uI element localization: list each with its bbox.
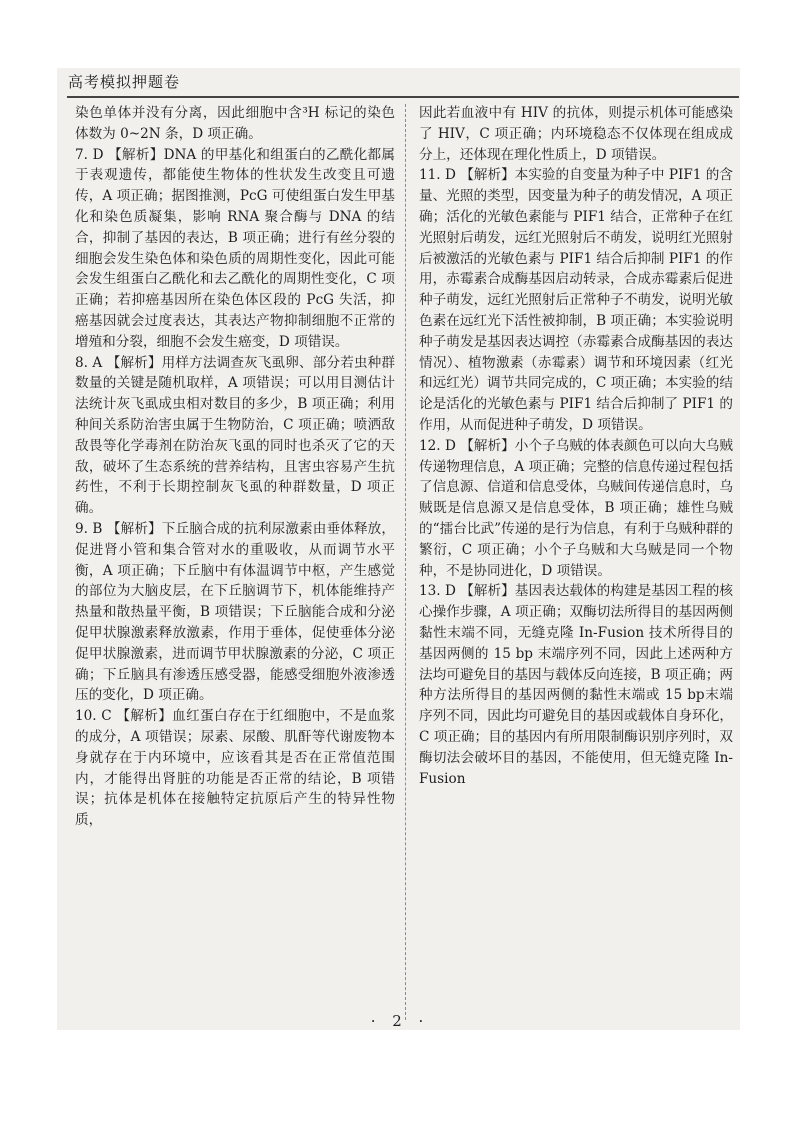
answer-10: 10. C 【解析】血红蛋白存在于红细胞中，不是血浆的成分，A 项错误；尿素、尿酸、肌酐等代谢废物本身就存在于内环境中，应该看其是否在正常值范围内，才能得出肾脏的功能是否正常的结论，B 项错误；抗体是机体在接触特定抗原后产生的特异性物质， — [75, 708, 395, 829]
right-column — [419, 103, 733, 789]
answer-7: 7. D 【解析】DNA 的甲基化和组蛋白的乙酰化都属于表观遗传，都能使生物体的性状发生改变且可遗传，A 项正确；据图推测，PcG 可使组蛋白发生甲基化和染色质凝集，影响 RNA 聚合酶与 DNA 的结合，抑制了基因的表达，B 项正确；进行有丝分裂的细胞会发生染色体和染色质的周期性变化，因此可能会发生组蛋白乙酰化和去乙酰化的周期性变化，C 项正确；若抑癌基因所在染色体区段的 PcG 失活，抑癌基因就会过度表达，其表达产物抑制细胞不正常的增殖和分裂，细胞不会发生癌变，D 项错误。 — [75, 146, 395, 350]
answer-12: 12. D 【解析】小个子乌贼的体表颜色可以向大乌贼传递物理信息，A 项正确；完整的信息传递过程包括了信息源、信道和信息受体，乌贼间传递信息时，乌贼既是信息源又是信息受体，B 项正确；雄性乌贼的“擂台比武”传递的是行为信息，有利于乌贼种群的繁衍，C 项正确；小个子乌贼和大乌贼是同一个物种，不是协同进化，D 项错误。 — [419, 437, 733, 579]
answer-11: 11. D 【解析】本实验的自变量为种子中 PIF1 的含量、光照的类型，因变量为种子的萌发情况，A 项正确；活化的光敏色素能与 PIF1 结合，正常种子在红光照射后萌发，远红光照射后不萌发，说明红光照射后被激活的光敏色素与 PIF1 结合后抑制 PIF1 的作用，赤霉素合成酶基因启动转录，合成赤霉素后促进种子萌发，远红光照射后正常种子不萌发，说明光敏色素在远红光下活性被抑制，B 项正确；本实验说明种子萌发是基因表达调控（赤霉素合成酶基因的表达情况）、植物激素（赤霉素）调节和环境因素（红光和远红光）调节共同完成的，C 项正确；本实验的结论是活化的光敏色素与 PIF1 结合后抑制了 PIF1 的作用，从而促进种子萌发，D 项错误。 — [419, 167, 733, 433]
left-column — [75, 103, 395, 831]
answer-9: 9. B 【解析】下丘脑合成的抗利尿激素由垂体释放，促进肾小管和集合管对水的重吸收，从而调节水平衡，A 项正确；下丘脑中有体温调节中枢，产生感觉的部位为大脑皮层，在下丘脑调节下，机体能维持产热量和散热量平衡，B 项错误；下丘脑能合成和分泌促甲状腺激素释放激素，作用于垂体，促使垂体分泌促甲状腺激素，进而调节甲状腺激素的分泌，C 项正确；下丘脑具有渗透压感受器，能感受细胞外液渗透压的变化，D 项正确。 — [75, 520, 395, 704]
page-header-title: 高考模拟押题卷 — [68, 73, 181, 91]
answer-13: 13. D 【解析】基因表达载体的构建是基因工程的核心操作步骤，A 项正确；双酶切法所得目的基因两侧黏性末端不同，无缝克隆 In-Fusion 技术所得目的基因两侧的 15 bp 末端序列不同，因此上述两种方法均可避免目的基因与载体反向连接，B 项正确；两种方法所得目的基因两侧的黏性末端或 15 bp末端序列不同，因此均可避免目的基因或载体自身环化，C 项正确；目的基因内有所用限制酶识别序列时，双酶切法会破坏目的基因，不能使用，但无缝克隆 In-Fusion — [419, 583, 733, 787]
answer-6-continuation: 染色单体并没有分离，因此细胞中含³H 标记的染色体数为 0~2N 条，D 项正确。 — [75, 105, 395, 142]
header-rule — [67, 96, 739, 98]
answer-8: 8. A 【解析】用样方法调查灰飞虱卵、部分若虫种群数量的关键是随机取样，A 项错误；可以用目测估计法统计灰飞虱成虫相对数目的多少，B 项正确；利用种间关系防治害虫属于生物防治，C 项正确；喷洒敌敌畏等化学毒剂在防治灰飞虱的同时也杀灭了它的天敌，破坏了生态系统的营养结构，且害虫容易产生抗药性，不利于长期控制灰飞虱的种群数量，D 项正确。 — [75, 354, 395, 517]
answer-10-continuation: 因此若血液中有 HIV 的抗体，则提示机体可能感染了 HIV，C 项正确；内环境稳态不仅体现在组成成分上，还体现在理化性质上，D 项错误。 — [419, 105, 733, 163]
column-divider — [405, 104, 406, 1020]
page-number: · 2 · — [370, 1012, 430, 1030]
